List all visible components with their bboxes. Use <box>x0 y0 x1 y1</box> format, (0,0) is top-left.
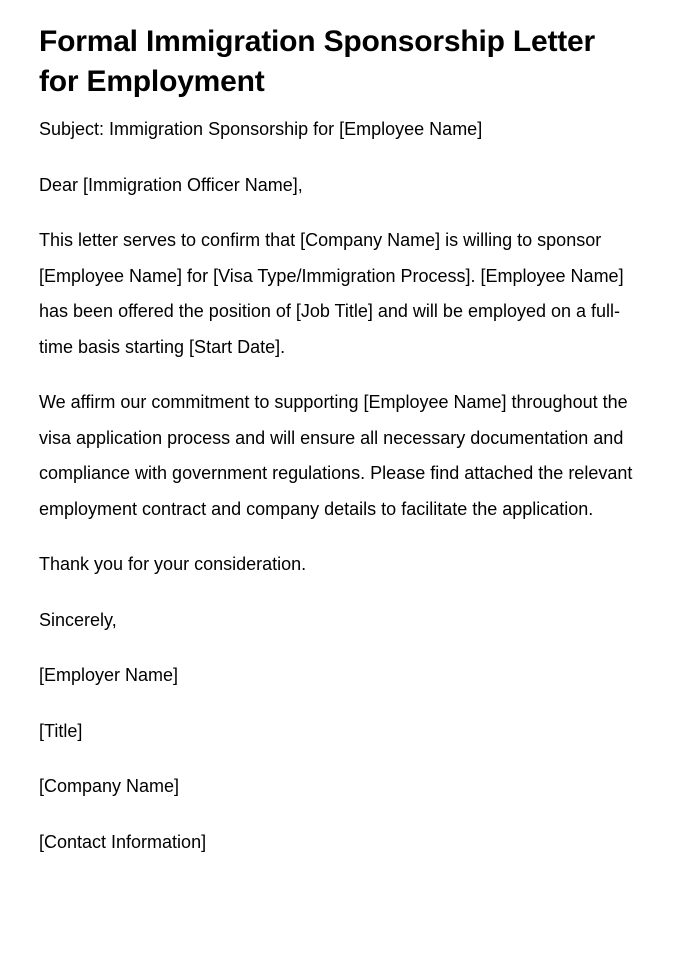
salutation: Dear [Immigration Officer Name], <box>39 174 303 195</box>
closing-thanks: Thank you for your consideration. <box>39 554 307 574</box>
signature-title: [Title] <box>39 720 83 741</box>
body-paragraph-1: This letter serves to confirm that [Company Name] is willing to sponsor [Employee Name] for [Visa Type/Immigration Process]. [Employee Name] has been offered the position of [Job Title] and will be employed on a full-time basis starting [Start Date]. <box>39 230 624 357</box>
body-paragraph-2: We affirm our commitment to supporting [Employee Name] throughout the visa application process and will ensure all necessary documentation and compliance with government regulations. Please find attached the relevant employment contract and company details to facilitate the application. <box>39 392 633 519</box>
signature-company-name: [Company Name] <box>39 776 180 796</box>
page-title: Formal Immigration Sponsorship Letter for Employment <box>39 25 595 98</box>
closing-valediction: Sincerely, <box>39 609 117 630</box>
signature-contact-information: [Contact Information] <box>39 831 207 852</box>
signature-employer-name: [Employer Name] <box>39 665 179 685</box>
subject-line: Subject: Immigration Sponsorship for [Employee Name] <box>39 119 483 139</box>
letter-body <box>39 112 640 860</box>
